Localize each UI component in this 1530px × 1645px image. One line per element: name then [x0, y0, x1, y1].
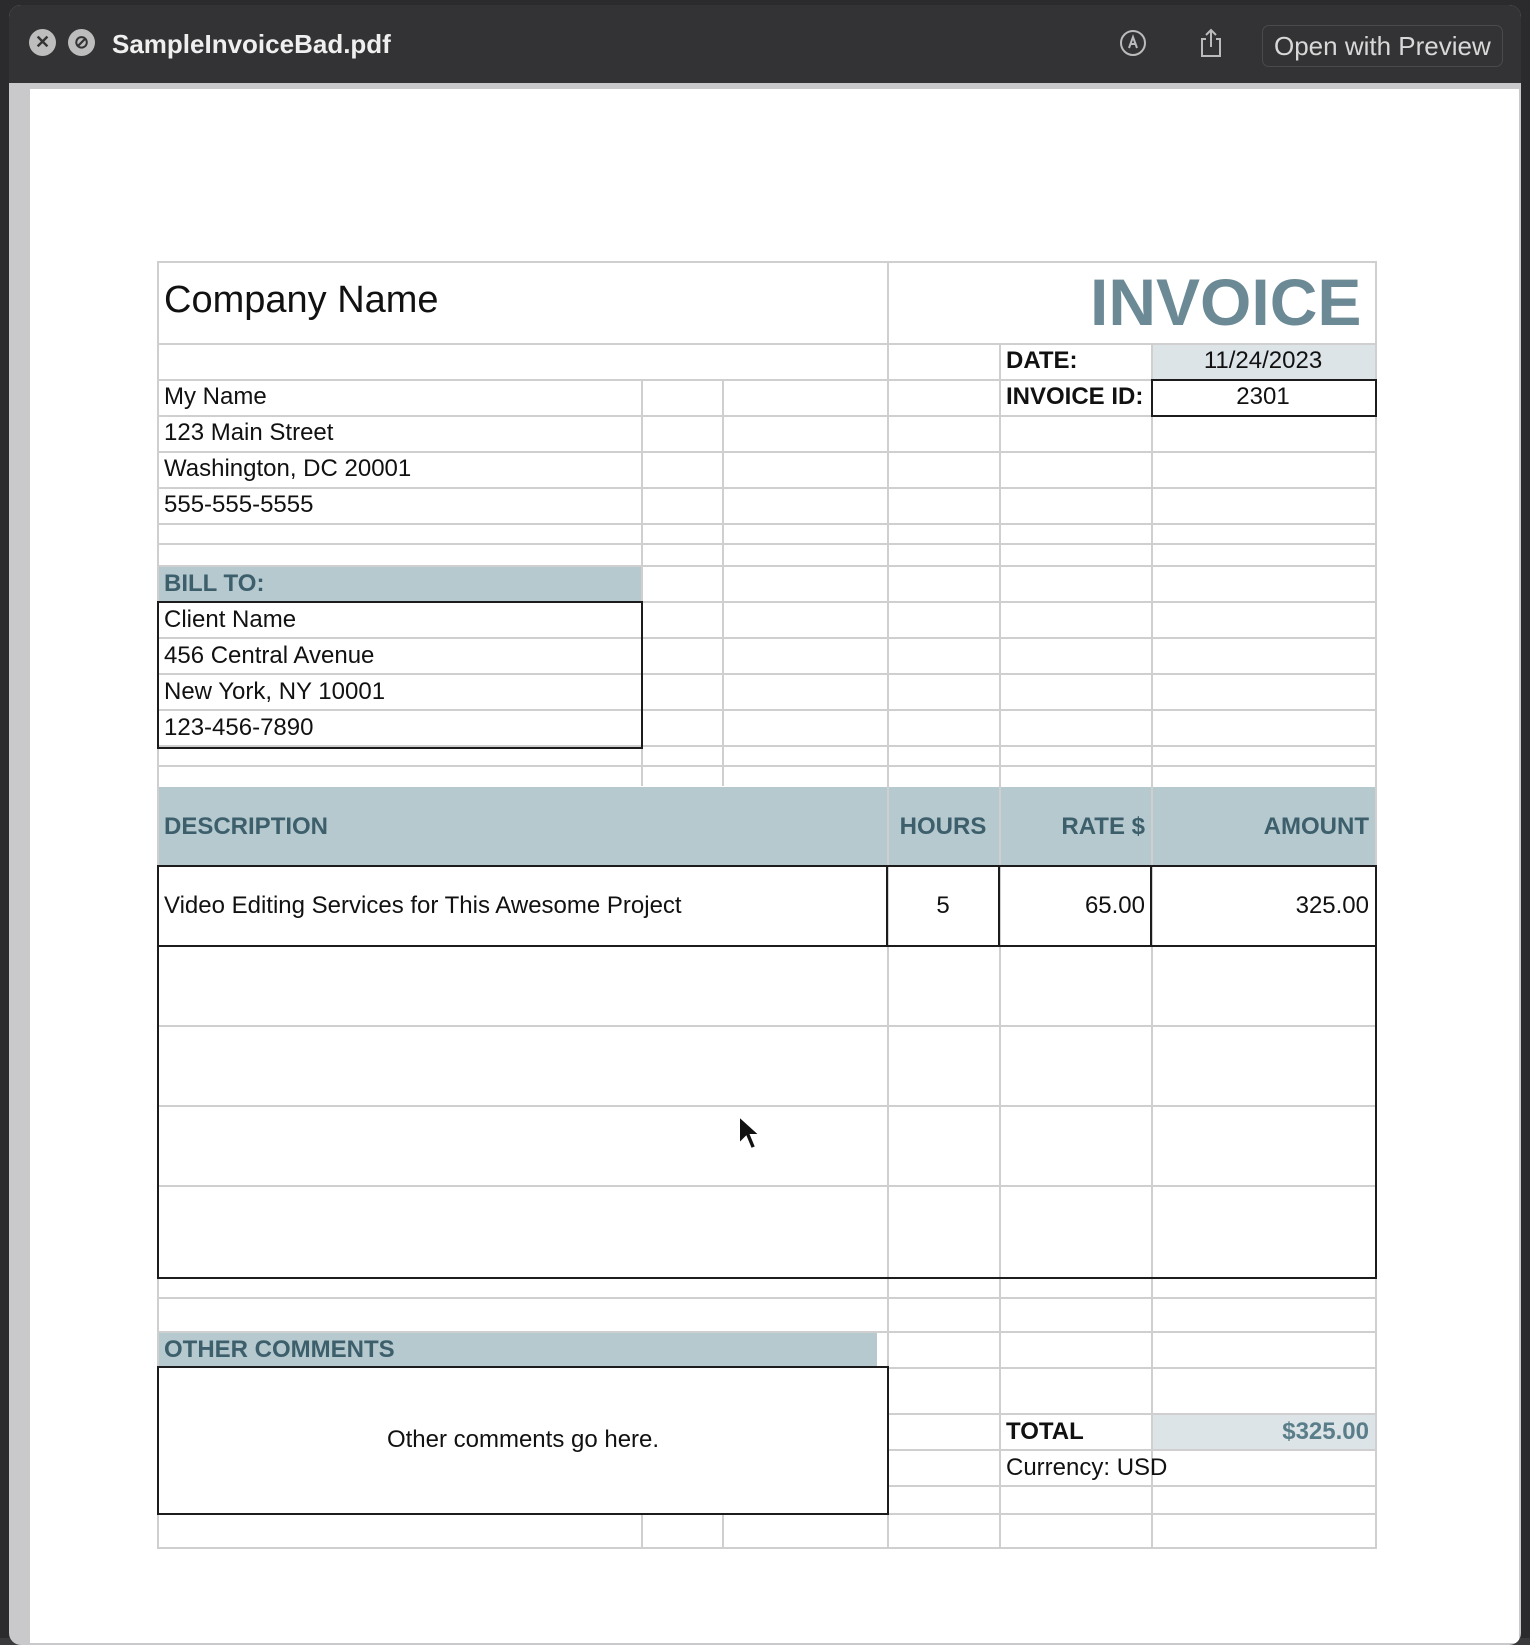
column-description: DESCRIPTION [164, 813, 329, 840]
grid-line [157, 1297, 1377, 1299]
comments-text: Other comments go here. [386, 1426, 660, 1453]
grid-line [157, 543, 1377, 545]
item-rate: 65.00 [1084, 892, 1145, 919]
item-amount: 325.00 [1295, 892, 1369, 919]
grid-line [157, 343, 1377, 345]
invoice-id-label: INVOICE ID: [1006, 383, 1144, 410]
currency-text: Currency: USD [1006, 1454, 1168, 1481]
mouse-pointer-icon [737, 1114, 763, 1157]
items-empty-box [157, 945, 1377, 1279]
grid-line [157, 1547, 1377, 1549]
sender-phone: 555-555-5555 [164, 491, 314, 518]
column-amount: AMOUNT [1263, 813, 1369, 840]
column-hours: HOURS [899, 813, 987, 840]
sender-city: Washington, DC 20001 [164, 455, 412, 482]
invoice-id-value: 2301 [1236, 383, 1290, 410]
pin-icon[interactable]: ⊘ [68, 29, 95, 56]
total-label: TOTAL [1006, 1418, 1084, 1445]
quick-look-window [9, 5, 1521, 1645]
title-bar [9, 5, 1521, 83]
grid-line [887, 1367, 1377, 1369]
item-hours: 5 [936, 892, 950, 919]
grid-line [157, 487, 1377, 489]
pdf-page [30, 89, 1519, 1643]
grid-line [887, 1449, 1377, 1451]
markup-icon[interactable] [1115, 25, 1151, 61]
grid-line [887, 1485, 1377, 1487]
window-title: SampleInvoiceBad.pdf [112, 29, 391, 59]
grid-line [157, 261, 1377, 263]
item-description: Video Editing Services for This Awesome Project [164, 892, 682, 919]
date-label: DATE: [1006, 347, 1078, 374]
grid-line [157, 1331, 1377, 1333]
total-value: $325.00 [1282, 1418, 1369, 1445]
close-icon[interactable]: ✕ [29, 29, 56, 56]
client-city: New York, NY 10001 [164, 678, 386, 705]
bill-to-label: BILL TO: [164, 570, 265, 597]
open-with-preview-button[interactable]: Open with Preview [1262, 25, 1503, 67]
comments-label: OTHER COMMENTS [164, 1336, 395, 1363]
client-name: Client Name [164, 606, 297, 633]
grid-line [887, 1413, 1377, 1415]
grid-line [157, 523, 1377, 525]
date-value: 11/24/2023 [1203, 347, 1323, 374]
grid-line [157, 451, 1377, 453]
grid-line [722, 1514, 724, 1549]
grid-line [641, 1514, 643, 1549]
company-name: Company Name [164, 279, 439, 321]
client-phone: 123-456-7890 [164, 714, 314, 741]
column-rate: RATE $ [1061, 813, 1145, 840]
sender-street: 123 Main Street [164, 419, 334, 446]
invoice-heading: INVOICE [1090, 265, 1362, 339]
client-street: 456 Central Avenue [164, 642, 375, 669]
sender-name: My Name [164, 383, 267, 410]
share-icon[interactable] [1193, 25, 1229, 61]
grid-line [157, 765, 1377, 767]
grid-line [722, 380, 724, 786]
grid-line [157, 565, 1377, 567]
